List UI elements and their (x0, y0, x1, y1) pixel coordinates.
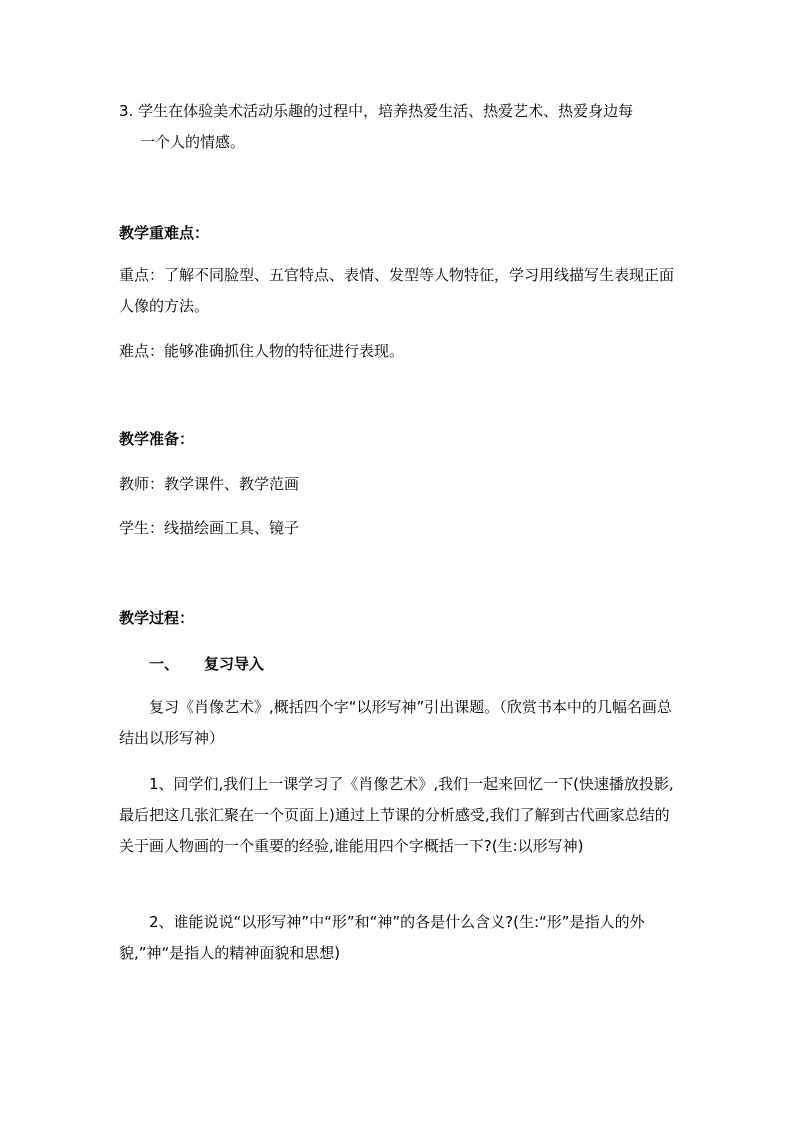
question-1-paragraph: 1、同学们,我们上一课学习了《肖像艺术》,我们一起来回忆一下(快速播放投影,最后把这几张汇聚在一个页面上)通过上节课的分析感受,我们了解到古代画家总结的关于画人物画的一个重要的经验,谁能用四个字概括一下?(生:以形写神) (119, 775, 674, 855)
key-point-focus: 重点：了解不同脸型、五官特点、表情、发型等人物特征，学习用线描写生表现正面人像的方法。 (119, 266, 675, 315)
process-heading: 教学过程： (119, 609, 195, 627)
goal-item-3-line2: 一个人的情感。 (140, 133, 246, 151)
preparation-student: 学生：线描绘画工具、镜子 (119, 519, 300, 537)
intro-paragraph: 复习《肖像艺术》,概括四个字“以形写神”引出课题。（欣赏书本中的几幅名画总结出以形写神） (119, 698, 672, 747)
section-1-heading (119, 649, 679, 680)
goal-item-3-line1: 3. 学生在体验美术活动乐趣的过程中，培养热爱生活、热爱艺术、热爱身边每 (119, 102, 634, 120)
preparation-heading: 教学准备： (119, 430, 195, 448)
question-2-paragraph: 2、谁能说说“以形写神”中“形”和“神”的各是什么含义?(生:“形”是指人的外貌,”神“是指人的精神面貌和思想) (119, 913, 645, 962)
key-points-heading: 教学重难点： (119, 224, 210, 242)
preparation-teacher: 教师：教学课件、教学范画 (119, 475, 300, 493)
section-1-title: 复习导入 (204, 655, 265, 673)
goal-item-3 (119, 96, 679, 158)
key-point-difficulty: 难点：能够准确抓住人物的特征进行表现。 (119, 342, 405, 360)
section-1-number: 一、 (149, 655, 180, 673)
